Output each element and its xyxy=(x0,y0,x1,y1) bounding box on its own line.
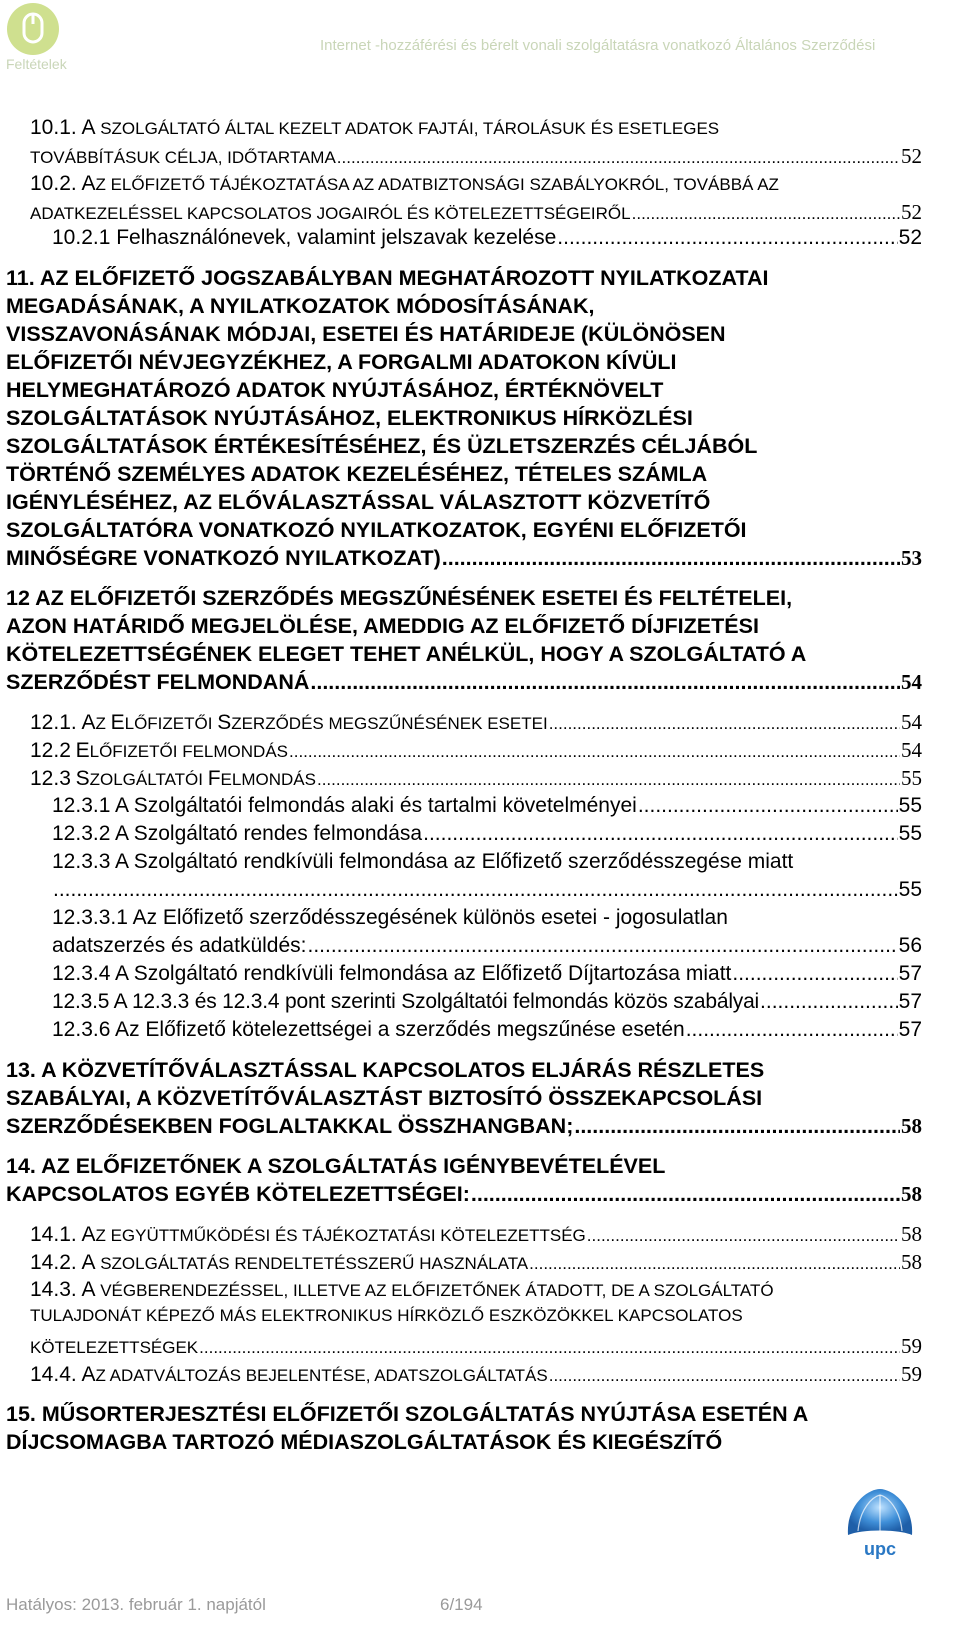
toc-entry-14-3[interactable] xyxy=(30,1334,922,1359)
toc-entry-12-2[interactable] xyxy=(30,738,922,763)
toc-14-3-line1: 14.3. A VÉGBERENDEZÉSSEL, ILLETVE AZ ELŐFIZETŐNEK ÁTADOTT, DE A SZOLGÁLTATÓ xyxy=(30,1278,774,1301)
toc-11-line: VISSZAVONÁSÁNAK MÓDJAI, ESETEI ÉS HATÁRIDEJE (KÜLÖNÖSEN xyxy=(6,322,726,346)
leader-dots xyxy=(289,742,900,762)
toc-entry-title: KAPCSOLATOS EGYÉB KÖTELEZETTSÉGEI: xyxy=(6,1182,470,1206)
toc-entry-12-3-1[interactable] xyxy=(52,794,922,818)
toc-entry-14-2[interactable] xyxy=(30,1250,922,1275)
toc-entry-title: 12.3.5 A 12.3.3 és 12.3.4 pont szerinti Szolgáltatói felmondás közös szabályai xyxy=(52,990,760,1013)
toc-12-line: AZON HATÁRIDŐ MEGJELÖLÉSE, AMEDDIG AZ ELŐFIZETŐ DÍJFIZETÉSI xyxy=(6,614,759,638)
toc-entry-10-2-1[interactable] xyxy=(52,226,922,250)
leader-dots xyxy=(307,934,897,958)
leader-dots xyxy=(632,204,900,224)
leader-dots xyxy=(442,546,900,571)
toc-14-3-line2: TULAJDONÁT KÉPEZŐ MÁS ELEKTRONIKUS HÍRKÖZLŐ ESZKÖZÖKKEL KAPCSOLATOS xyxy=(30,1306,743,1325)
page-number: 53 xyxy=(901,546,922,570)
toc-entry-12[interactable] xyxy=(6,670,922,695)
header-title-right: Internet -hozzáférési és bérelt vonali szolgáltatásra vonatkozó Általános Szerződési xyxy=(320,37,876,54)
toc-entry-12-3-3-1[interactable] xyxy=(52,934,922,958)
toc-10-2-line1: 10.2. AZ ELŐFIZETŐ TÁJÉKOZTATÁSA AZ ADATBIZTONSÁGI SZABÁLYOKRÓL, TOVÁBBÁ AZ xyxy=(30,172,779,195)
toc-entry-12-3-5[interactable] xyxy=(52,990,922,1014)
leader-dots xyxy=(53,878,898,902)
page-number: 54 xyxy=(901,710,922,734)
page-number: 58 xyxy=(901,1182,922,1206)
toc-entry-14-1[interactable] xyxy=(30,1222,922,1247)
toc-14-line: 14. AZ ELŐFIZETŐNEK A SZOLGÁLTATÁS IGÉNYBEVÉTELÉVEL xyxy=(6,1154,666,1178)
mouse-logo-icon xyxy=(6,2,60,56)
page-number: 58 xyxy=(901,1222,922,1246)
toc-entry-title: 10.2.1 Felhasználónevek, valamint jelszavak kezelése xyxy=(52,226,557,249)
page-number: 56 xyxy=(898,934,922,957)
toc-15-line: 15. MŰSORTERJESZTÉSI ELŐFIZETŐI SZOLGÁLTATÁS NYÚJTÁSA ESETÉN A xyxy=(6,1402,809,1426)
leader-dots xyxy=(760,990,898,1014)
toc-13-line: SZABÁLYAI, A KÖZVETÍTŐVÁLASZTÁST BIZTOSÍTÓ ÖSSZEKAPCSOLÁSI xyxy=(6,1086,763,1110)
toc-entry-title: 14.2. A SZOLGÁLTATÁS RENDELTETÉSSZERŰ HASZNÁLATA xyxy=(30,1251,529,1274)
footer-effective-date: Hatályos: 2013. február 1. napjától xyxy=(6,1595,266,1614)
toc-entry-title: 12.1. AZ ELŐFIZETŐI SZERZŐDÉS MEGSZŰNÉSÉNEK ESETEI xyxy=(30,711,548,734)
leader-dots xyxy=(529,1254,900,1274)
toc-entry-10-2[interactable] xyxy=(30,200,922,225)
leader-dots xyxy=(471,1182,900,1207)
page-number: 52 xyxy=(901,200,922,224)
toc-12-3-3-1-line2: adatszerzés és adatküldés: xyxy=(52,934,307,957)
leader-dots xyxy=(549,714,900,734)
toc-entry-title: 12.3 SZOLGÁLTATÓI FELMONDÁS xyxy=(30,767,316,790)
toc-12-3-3-title: 12.3.3 A Szolgáltató rendkívüli felmondása az Előfizető szerződésszegése miatt xyxy=(52,850,794,873)
toc-entry-12-3[interactable] xyxy=(30,766,922,791)
page-number: 57 xyxy=(898,962,922,985)
leader-dots xyxy=(199,1338,900,1358)
toc-entry-14[interactable] xyxy=(6,1182,922,1207)
toc-10-1-line1: 10.1. A SZOLGÁLTATÓ ÁLTAL KEZELT ADATOK FAJTÁI, TÁROLÁSUK ÉS ESETLEGES xyxy=(30,116,720,139)
leader-dots xyxy=(549,1366,900,1386)
page-number: 57 xyxy=(898,990,922,1013)
toc-11-line: IGÉNYLÉSÉHEZ, AZ ELŐVÁLASZTÁSSAL VÁLASZTOTT KÖZVETÍTŐ xyxy=(6,490,711,514)
toc-entry-title: 12.3.4 A Szolgáltató rendkívüli felmondása az Előfizető Díjtartozása miatt xyxy=(52,962,732,985)
page-number: 54 xyxy=(901,738,922,762)
toc-11-line: SZOLGÁLTATÓRA VONATKOZÓ NYILATKOZATOK, EGYÉNI ELŐFIZETŐI xyxy=(6,518,747,542)
toc-entry-10-1[interactable] xyxy=(30,144,922,169)
page-number: 55 xyxy=(898,794,922,817)
toc-entry-12-3-6[interactable] xyxy=(52,1018,922,1042)
upc-logo-text: upc xyxy=(863,1539,897,1559)
toc-entry-title: SZERZŐDÉST FELMONDANÁ xyxy=(6,670,310,694)
page-number: 54 xyxy=(901,670,922,694)
leader-dots xyxy=(686,1018,898,1042)
toc-entry-title: 12.3.6 Az Előfizető kötelezettségei a szerződés megszűnése esetén xyxy=(52,1018,685,1041)
toc-11-line: ELŐFIZETŐI NÉVJEGYZÉKHEZ, A FORGALMI ADATOKON KÍVÜLI xyxy=(6,350,677,374)
leader-dots xyxy=(337,148,900,168)
toc-11-line: SZOLGÁLTATÁSOK NYÚJTÁSÁHOZ, ELEKTRONIKUS HÍRKÖZLÉSI xyxy=(6,406,693,430)
toc-entry-title: SZERZŐDÉSEKBEN FOGLALTAKKAL ÖSSZHANGBAN; xyxy=(6,1114,574,1138)
toc-entry-11[interactable] xyxy=(6,546,922,571)
page-number: 57 xyxy=(898,1018,922,1041)
toc-12-3-3-1-line1: 12.3.3.1 Az Előfizető szerződésszegésének különös esetei - jogosulatlan xyxy=(52,906,728,929)
toc-entry-title: 12.3.1 A Szolgáltatói felmondás alaki és tartalmi követelményei xyxy=(52,794,637,817)
toc-entry-12-3-3[interactable] xyxy=(52,878,922,902)
toc-entry-12-3-2[interactable] xyxy=(52,822,922,846)
leader-dots xyxy=(732,962,897,986)
leader-dots xyxy=(587,1226,900,1246)
toc-10-2-line2: ADATKEZELÉSSEL KAPCSOLATOS JOGAIRÓL ÉS KÖTELEZETTSÉGEIRŐL xyxy=(30,204,631,223)
leader-dots xyxy=(310,670,900,695)
page-number: 59 xyxy=(901,1334,922,1358)
toc-entry-14-4[interactable] xyxy=(30,1362,922,1387)
page-number: 59 xyxy=(901,1362,922,1386)
toc-entry-title: 12.3.2 A Szolgáltató rendes felmondása xyxy=(52,822,423,845)
leader-dots xyxy=(317,770,900,790)
page-number: 55 xyxy=(898,878,922,901)
toc-11-line: MEGADÁSÁNAK, A NYILATKOZATOK MÓDOSÍTÁSÁNAK, xyxy=(6,294,595,318)
toc-11-line: SZOLGÁLTATÁSOK ÉRTÉKESÍTÉSÉHEZ, ÉS ÜZLETSZERZÉS CÉLJÁBÓL xyxy=(6,434,758,458)
leader-dots xyxy=(638,794,898,818)
toc-12-line: 12 AZ ELŐFIZETŐI SZERZŐDÉS MEGSZŰNÉSÉNEK ESETEI ÉS FELTÉTELEI, xyxy=(6,586,793,610)
toc-12-line: KÖTELEZETTSÉGÉNEK ELEGET TEHET ANÉLKÜL, HOGY A SZOLGÁLTATÓ A xyxy=(6,642,807,666)
toc-entry-13[interactable] xyxy=(6,1114,922,1139)
page-number: 58 xyxy=(901,1114,922,1138)
footer-page-number: 6/194 xyxy=(440,1595,483,1614)
page-number: 58 xyxy=(901,1250,922,1274)
header-title-left: Feltételek xyxy=(6,56,67,72)
toc-11-line: 11. AZ ELŐFIZETŐ JOGSZABÁLYBAN MEGHATÁROZOTT NYILATKOZATAI xyxy=(6,266,769,290)
upc-logo-icon xyxy=(838,1485,922,1565)
toc-entry-title: 12.2 ELŐFIZETŐI FELMONDÁS xyxy=(30,739,288,762)
page-number: 55 xyxy=(901,766,922,790)
page-number: 52 xyxy=(898,226,922,249)
toc-14-3-line3: KÖTELEZETTSÉGEK xyxy=(30,1338,199,1357)
toc-13-line: 13. A KÖZVETÍTŐVÁLASZTÁSSAL KAPCSOLATOS ELJÁRÁS RÉSZLETES xyxy=(6,1058,765,1082)
leader-dots xyxy=(574,1114,900,1139)
leader-dots xyxy=(557,226,897,250)
page-number: 55 xyxy=(898,822,922,845)
toc-entry-title: MINŐSÉGRE VONATKOZÓ NYILATKOZAT) xyxy=(6,546,441,570)
toc-entry-title: 14.4. AZ ADATVÁLTOZÁS BEJELENTÉSE, ADATSZOLGÁLTATÁS xyxy=(30,1363,548,1386)
leader-dots xyxy=(423,822,898,846)
toc-entry-12-1[interactable] xyxy=(30,710,922,735)
toc-15-line: DÍJCSOMAGBA TARTOZÓ MÉDIASZOLGÁLTATÁSOK ÉS KIEGÉSZÍTŐ xyxy=(6,1430,723,1454)
toc-entry-12-3-4[interactable] xyxy=(52,962,922,986)
toc-11-line: TÖRTÉNŐ SZEMÉLYES ADATOK KEZELÉSÉHEZ, TÉTELES SZÁMLA xyxy=(6,462,708,486)
toc-entry-title: 14.1. AZ EGYÜTTMŰKÖDÉSI ÉS TÁJÉKOZTATÁSI KÖTELEZETTSÉG xyxy=(30,1223,586,1246)
toc-11-line: HELYMEGHATÁROZÓ ADATOK NYÚJTÁSÁHOZ, ÉRTÉKNÖVELT xyxy=(6,378,664,402)
toc-10-1-line2: TOVÁBBÍTÁSUK CÉLJA, IDŐTARTAMA xyxy=(30,148,336,167)
page-number: 52 xyxy=(901,144,922,168)
